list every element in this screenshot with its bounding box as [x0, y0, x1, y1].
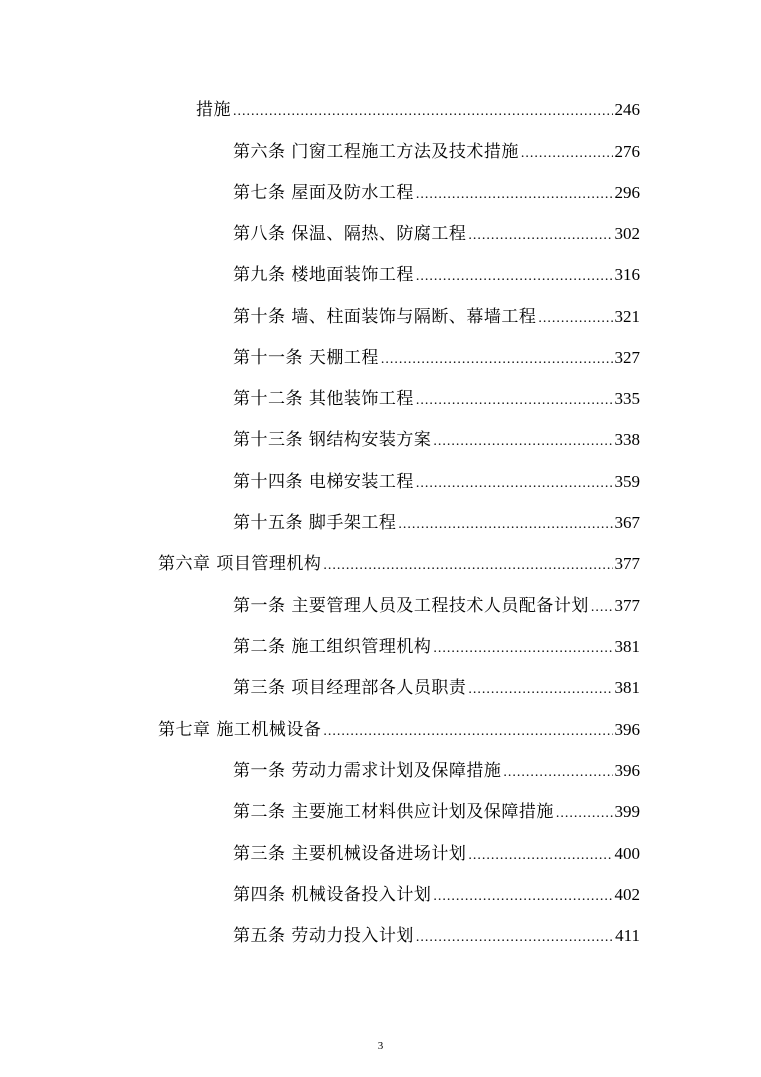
toc-entry[interactable]	[233, 140, 640, 164]
toc-entry-page: 377	[614, 554, 640, 573]
toc-entry-page: 296	[614, 183, 640, 202]
toc-leader-dots	[416, 265, 613, 289]
toc-entry-page: 338	[614, 430, 640, 449]
toc-entry[interactable]	[233, 842, 640, 866]
toc-entry-page: 276	[614, 142, 640, 161]
toc-leader-dots	[398, 513, 612, 537]
toc-leader-dots	[433, 637, 612, 661]
toc-entry[interactable]	[233, 470, 640, 494]
toc-leader-dots	[233, 100, 613, 124]
toc-leader-dots	[521, 142, 613, 166]
toc-entry-label: 第二条 施工组织管理机构	[233, 637, 432, 657]
page-number: 3	[377, 1040, 384, 1052]
toc-entry-label: 第十二条 其他装饰工程	[233, 389, 414, 409]
toc-entry-page: 327	[614, 348, 640, 367]
toc-entry-label: 第二条 主要施工材料供应计划及保障措施	[233, 802, 554, 822]
toc-entry-label: 第五条 劳动力投入计划	[233, 926, 414, 946]
toc-entry-page: 302	[614, 224, 640, 243]
toc-entry-label: 第十五条 脚手架工程	[233, 513, 397, 533]
toc-entry-label: 第十条 墙、柱面装饰与隔断、幕墙工程	[233, 307, 537, 327]
toc-entry-label: 第八条 保温、隔热、防腐工程	[233, 224, 467, 244]
toc-entry-page: 316	[614, 265, 640, 284]
toc-entry-label: 第六章 项目管理机构	[158, 554, 322, 574]
toc-leader-dots	[591, 596, 613, 620]
toc-entry-page: 367	[614, 513, 640, 532]
toc-leader-dots	[416, 389, 613, 413]
toc-leader-dots	[323, 554, 612, 578]
toc-entry-page: 381	[614, 637, 640, 656]
toc-entry-label: 第七章 施工机械设备	[158, 720, 322, 740]
toc-entry-label: 第三条 主要机械设备进场计划	[233, 844, 467, 864]
toc-entry-label: 第十一条 天棚工程	[233, 348, 379, 368]
toc-entry-label: 第六条 门窗工程施工方法及技术措施	[233, 142, 519, 162]
toc-entry-page: 335	[614, 389, 640, 408]
toc-entry-page: 399	[614, 802, 640, 821]
toc-entry-label: 第四条 机械设备投入计划	[233, 885, 432, 905]
toc-entry-label: 第三条 项目经理部各人员职责	[233, 678, 467, 698]
toc-entry[interactable]	[233, 635, 640, 659]
toc-chapter-entry[interactable]	[158, 552, 640, 576]
toc-entry-label: 第十三条 钢结构安装方案	[233, 430, 432, 450]
toc-entry-label: 第一条 主要管理人员及工程技术人员配备计划	[233, 596, 589, 616]
toc-entry-page: 246	[614, 100, 640, 119]
toc-entry-label: 第七条 屋面及防水工程	[233, 183, 414, 203]
toc-leader-dots	[468, 844, 612, 868]
toc-entry-label: 第九条 楼地面装饰工程	[233, 265, 414, 285]
toc-entry[interactable]	[233, 594, 640, 618]
toc-entry[interactable]	[233, 222, 640, 246]
toc-entry[interactable]	[233, 883, 640, 907]
toc-entry-page: 402	[614, 885, 640, 904]
toc-leader-dots	[416, 472, 613, 496]
toc-leader-dots	[468, 678, 612, 702]
toc-entry-label: 第一条 劳动力需求计划及保障措施	[233, 761, 502, 781]
toc-entry[interactable]	[233, 305, 640, 329]
toc-leader-dots	[416, 926, 613, 950]
toc-leader-dots	[381, 348, 613, 372]
toc-entry[interactable]	[233, 924, 640, 948]
toc-entry[interactable]	[233, 676, 640, 700]
toc-entry[interactable]	[233, 346, 640, 370]
toc-entry[interactable]	[233, 511, 640, 535]
toc-entry-page: 359	[614, 472, 640, 491]
toc-entry-page: 411	[615, 926, 640, 945]
toc-leader-dots	[503, 761, 612, 785]
toc-entry-page: 396	[614, 720, 640, 739]
toc-leader-dots	[323, 720, 612, 744]
toc-entry-page: 321	[614, 307, 640, 326]
toc-leader-dots	[433, 885, 612, 909]
toc-leader-dots	[468, 224, 612, 248]
toc-leader-dots	[556, 802, 613, 826]
toc-entry-page: 400	[614, 844, 640, 863]
toc-leader-dots	[538, 307, 612, 331]
toc-entry[interactable]	[233, 800, 640, 824]
toc-entry-page: 396	[614, 761, 640, 780]
toc-entry[interactable]	[196, 98, 640, 122]
toc-entry[interactable]	[233, 759, 640, 783]
toc-entry-page: 381	[614, 678, 640, 697]
toc-chapter-entry[interactable]	[158, 718, 640, 742]
toc-entry[interactable]	[233, 181, 640, 205]
toc-entry[interactable]	[233, 387, 640, 411]
toc-entry[interactable]	[233, 263, 640, 287]
toc-leader-dots	[416, 183, 613, 207]
toc-entry-label: 措施	[196, 100, 231, 120]
toc-leader-dots	[433, 430, 612, 454]
toc-entry-label: 第十四条 电梯安装工程	[233, 472, 414, 492]
toc-entry[interactable]	[233, 428, 640, 452]
toc-entry-page: 377	[614, 596, 640, 615]
